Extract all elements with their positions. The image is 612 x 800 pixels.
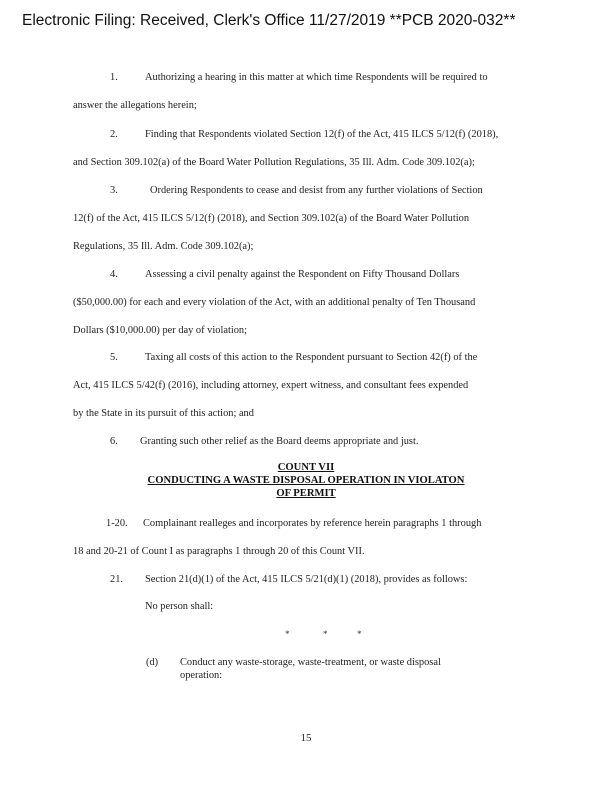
ellipsis-star-2: * <box>323 629 328 639</box>
prayer-item-2-number: 2. <box>110 129 118 140</box>
prayer-item-3-text-cont-1: 12(f) of the Act, 415 ILCS 5/12(f) (2018), and Section 309.102(a) of the Board Water Pollution <box>73 213 470 224</box>
prayer-item-4-text-cont-1: ($50,000.00) for each and every violation of the Act, with an additional penalty of Ten Thousand <box>73 297 476 308</box>
prayer-item-3-number: 3. <box>110 185 118 196</box>
count-para-1-number: 1-20. <box>106 518 128 529</box>
prayer-item-1-text: Authorizing a hearing in this matter at which time Respondents will be required to <box>145 72 488 83</box>
filing-stamp-header: Electronic Filing: Received, Clerk's Office 11/27/2019 **PCB 2020-032** <box>22 12 516 29</box>
page-number: 15 <box>300 732 312 744</box>
count-subtitle-line-2: OF PERMIT <box>276 488 336 499</box>
count-para-21-number: 21. <box>110 574 123 585</box>
count-para-21-text: Section 21(d)(1) of the Act, 415 ILCS 5/21(d)(1) (2018), provides as follows: <box>145 574 468 585</box>
prayer-item-4-text-cont-2: Dollars ($10,000.00) per day of violation; <box>73 325 248 336</box>
ellipsis-star-3: * <box>357 629 362 639</box>
count-para-1-text-cont: 18 and 20-21 of Count I as paragraphs 1 through 20 of this Count VII. <box>73 546 365 557</box>
ellipsis-star-1: * <box>285 629 290 639</box>
prayer-item-5-text-cont-2: by the State in its pursuit of this action; and <box>73 408 254 419</box>
prayer-item-5-number: 5. <box>110 352 118 363</box>
count-title: COUNT VII <box>277 462 335 473</box>
subsection-d-text-cont: operation: <box>180 670 223 681</box>
count-para-1-text: Complainant realleges and incorporates by reference herein paragraphs 1 through <box>143 518 482 529</box>
prayer-item-2-text-cont: and Section 309.102(a) of the Board Water Pollution Regulations, 35 Ill. Adm. Code 309.102(a); <box>73 157 475 168</box>
prayer-item-2-text: Finding that Respondents violated Section 12(f) of the Act, 415 ILCS 5/12(f) (2018), <box>145 129 499 140</box>
prayer-item-5-text-cont-1: Act, 415 ILCS 5/42(f) (2016), including attorney, expert witness, and consultant fees expended <box>73 380 469 391</box>
subsection-d-text: Conduct any waste-storage, waste-treatment, or waste disposal <box>180 657 441 668</box>
prayer-item-6-number: 6. <box>110 436 118 447</box>
prayer-item-1-number: 1. <box>110 72 118 83</box>
no-person-text: No person shall: <box>145 601 214 612</box>
prayer-item-4-number: 4. <box>110 269 118 280</box>
prayer-item-5-text: Taxing all costs of this action to the Respondent pursuant to Section 42(f) of the <box>145 352 478 363</box>
prayer-item-4-text: Assessing a civil penalty against the Respondent on Fifty Thousand Dollars <box>145 269 460 280</box>
prayer-item-6-text: Granting such other relief as the Board deems appropriate and just. <box>140 436 419 447</box>
prayer-item-1-text-cont: answer the allegations herein; <box>73 100 197 111</box>
prayer-item-3-text-cont-2: Regulations, 35 Ill. Adm. Code 309.102(a); <box>73 241 254 252</box>
subsection-d-label: (d) <box>146 657 159 668</box>
count-subtitle-line-1: CONDUCTING A WASTE DISPOSAL OPERATION IN VIOLATON <box>147 475 465 486</box>
prayer-item-3-text: Ordering Respondents to cease and desist from any further violations of Section <box>150 185 483 196</box>
